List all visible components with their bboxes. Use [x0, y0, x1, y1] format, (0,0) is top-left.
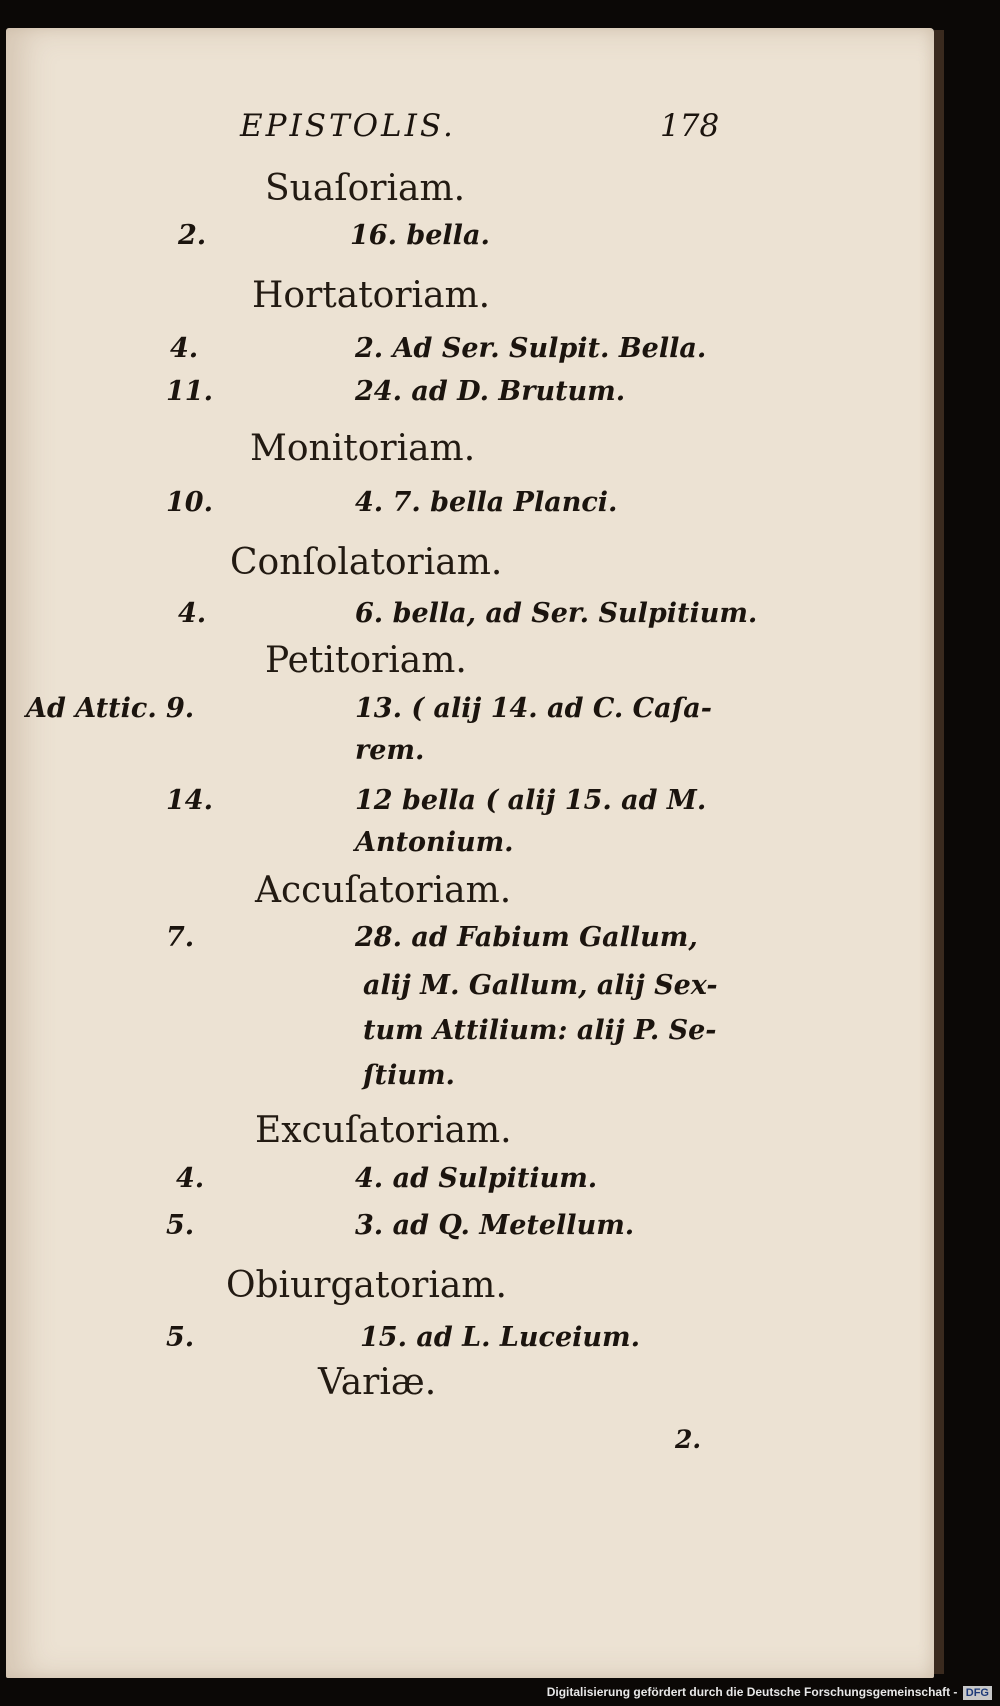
- letter-reference-continued: alij M. Gallum, alij Sex-: [363, 970, 718, 1001]
- letter-reference-continued: tum Attilium: alij P. Se-: [363, 1015, 717, 1046]
- page-edge: [934, 30, 944, 1674]
- letter-reference: 2. Ad Ser. Sulpit. Bella.: [355, 333, 707, 364]
- letter-reference-continued: ſtium.: [363, 1060, 455, 1091]
- heading-excusatoriam: Excuſatoriam.: [255, 1110, 512, 1151]
- heading-suasoriam: Suaſoriam.: [265, 168, 466, 209]
- letter-reference: 16. bella.: [350, 220, 490, 251]
- heading-monitoriam: Monitoriam.: [250, 428, 476, 469]
- heading-petitoriam: Petitoriam.: [265, 640, 467, 681]
- letter-reference: 24. ad D. Brutum.: [355, 376, 626, 407]
- letter-number: 4.: [176, 1163, 205, 1194]
- letter-reference: 15. ad L. Luceium.: [360, 1322, 641, 1353]
- letter-reference: 3. ad Q. Metellum.: [355, 1210, 635, 1241]
- heading-obiurgatoriam: Obiurgatoriam.: [226, 1265, 507, 1306]
- letter-number: 4.: [170, 333, 199, 364]
- running-header: EPISTOLIS.: [240, 108, 456, 144]
- letter-reference: 6. bella, ad Ser. Sulpitium.: [355, 598, 758, 629]
- dfg-logo: DFG: [963, 1686, 992, 1700]
- letter-number: 5.: [166, 1322, 195, 1353]
- credit-text: Digitalisierung gefördert durch die Deutsche Forschungsgemeinschaft -: [546, 1685, 958, 1699]
- heading-variae: Variæ.: [318, 1362, 437, 1403]
- letter-number: 5.: [166, 1210, 195, 1241]
- letter-number: 2.: [178, 220, 207, 251]
- letter-reference-continued: Antonium.: [355, 827, 514, 858]
- letter-number: 9.: [166, 693, 195, 724]
- heading-consolatoriam: Conſolatoriam.: [230, 542, 503, 583]
- letter-number: 11.: [166, 376, 213, 407]
- margin-note: Ad Attic.: [26, 693, 157, 724]
- letter-reference: 12 bella ( alij 15. ad M.: [355, 785, 707, 816]
- letter-reference-continued: rem.: [355, 735, 425, 766]
- page-number: 178: [660, 108, 720, 144]
- letter-reference: 28. ad Fabium Gallum,: [355, 922, 698, 953]
- heading-hortatoriam: Hortatoriam.: [252, 275, 491, 316]
- letter-number: 4.: [178, 598, 207, 629]
- catchword: 2.: [675, 1425, 702, 1454]
- heading-accusatoriam: Accuſatoriam.: [255, 870, 512, 911]
- digitization-credit: [547, 1685, 992, 1700]
- letter-number: 14.: [166, 785, 213, 816]
- letter-number: 7.: [166, 922, 195, 953]
- letter-reference: 13. ( alij 14. ad C. Caſa-: [355, 693, 712, 724]
- letter-number: 10.: [166, 487, 213, 518]
- letter-reference: 4. ad Sulpitium.: [355, 1163, 598, 1194]
- letter-reference: 4. 7. bella Planci.: [355, 487, 618, 518]
